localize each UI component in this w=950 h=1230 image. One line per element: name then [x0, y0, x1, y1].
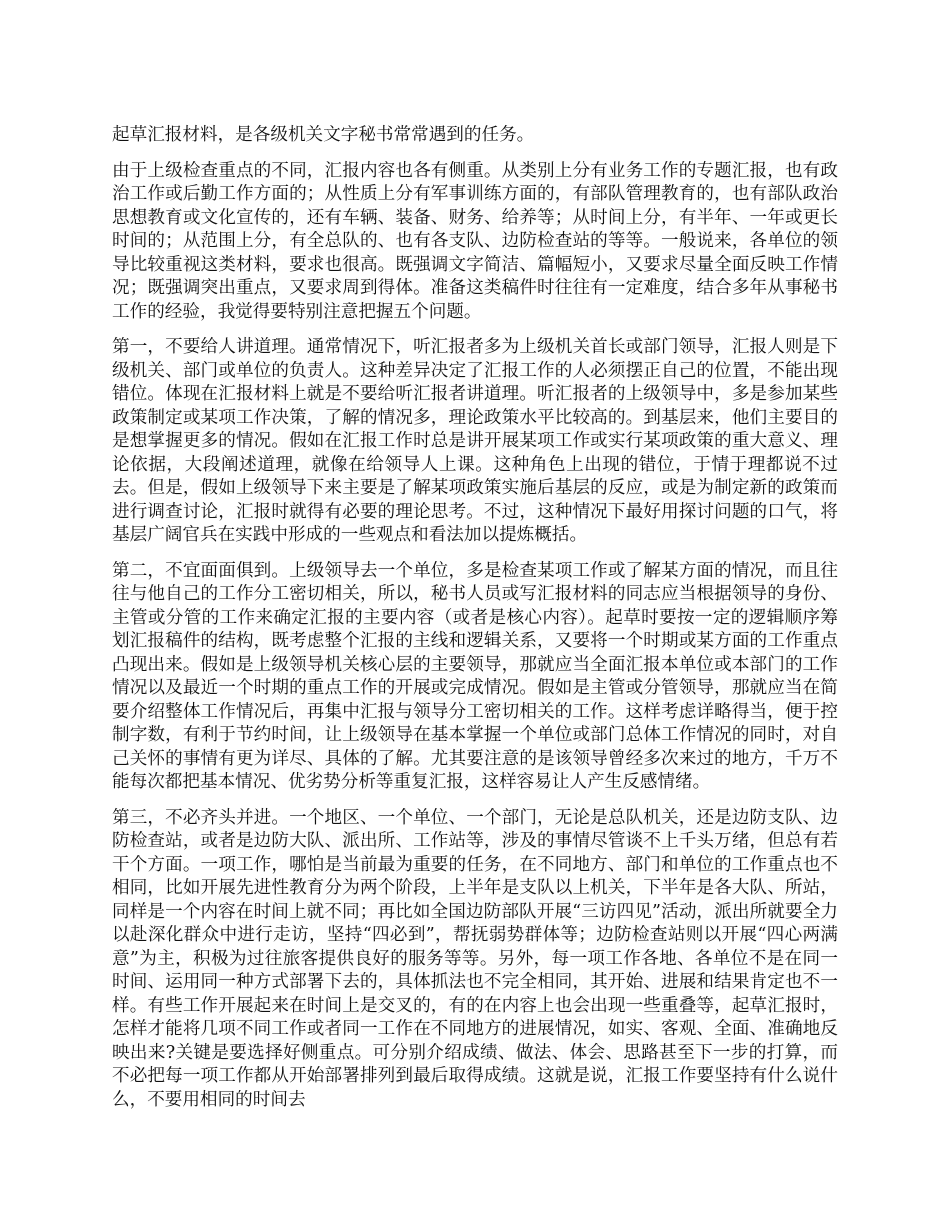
- paragraph-point-three: 第三，不必齐头并进。一个地区、一个单位、一个部门，无论是总队机关，还是边防支队、边防检查站，或者是边防大队、派出所、工作站等，涉及的事情尽管谈不上千头万绪，但总有若干个方面。一项工作，哪怕是当前最为重要的任务，在不同地方、部门和单位的工作重点也不相同，比如开展先进性教育分为两个阶段，上半年是支队以上机关，下半年是各大队、所站，同样是一个内容在时间上就不同；再比如全国边防部队开展“三访四见”活动，派出所就要全力以赴深化群众中进行走访，坚持“四必到”，帮抚弱势群体等；边防检查站则以开展“四心两满意”为主，积极为过往旅客提供良好的服务等等。另外，每一项工作各地、各单位不是在同一时间、运用同一种方式部署下去的，具体抓法也不完全相同，其开始、进展和结果肯定也不一样。有些工作开展起来在时间上是交叉的，有的在内容上也会出现一些重叠等，起草汇报时，怎样才能将几项不同工作或者同一工作在不同地方的进展情况，如实、客观、全面、准确地反映出来?关键是要选择好侧重点。可分别介绍成绩、做法、体会、思路甚至下一步的打算，而不必把每一项工作都从开始部署排列到最后取得成绩。这就是说，汇报工作要坚持有什么说什么，不要用相同的时间去: [112, 807, 838, 1110]
- paragraph-overview: 由于上级检查重点的不同，汇报内容也各有侧重。从类别上分有业务工作的专题汇报，也有政治工作或后勤工作方面的；从性质上分有军事训练方面的，有部队管理教育的，也有部队政治思想教育或文化宣传的，还有车辆、装备、财务、给养等；从时间上分，有半年、一年或更长时间的；从范围上分，有全总队的、也有各支队、边防检查站的等等。一般说来，各单位的领导比较重视这类材料，要求也很高。既强调文字简洁、篇幅短小，又要求尽量全面反映工作情况；既强调突出重点，又要求周到得体。准备这类稿件时往往有一定难度，结合多年从事秘书工作的经验，我觉得要特别注意把握五个问题。: [112, 160, 838, 322]
- document-body: [112, 124, 838, 1124]
- paragraph-point-one: 第一，不要给人讲道理。通常情况下，听汇报者多为上级机关首长或部门领导，汇报人则是下级机关、部门或单位的负责人。这种差异决定了汇报工作的人必须摆正自己的位置，不能出现错位。体现在汇报材料上就是不要给听汇报者讲道理。听汇报者的上级领导中，多是参加某些政策制定或某项工作决策，了解的情况多，理论政策水平比较高的。到基层来，他们主要目的是想掌握更多的情况。假如在汇报工作时总是讲开展某项工作或实行某项政策的重大意义、理论依据，大段阐述道理，就像在给领导人上课。这种角色上出现的错位，于情于理都说不过去。但是，假如上级领导下来主要是了解某项政策实施后基层的反应，或是为制定新的政策而进行调查讨论，汇报时就得有必要的理论思考。不过，这种情况下最好用探讨问题的口气，将基层广阔官兵在实践中形成的一些观点和看法加以提炼概括。: [112, 337, 838, 545]
- paragraph-intro: 起草汇报材料，是各级机关文字秘书常常遇到的任务。: [112, 125, 535, 145]
- paragraph-point-two: 第二，不宜面面俱到。上级领导去一个单位，多是检查某项工作或了解某方面的情况，而且往往与他自己的工作分工密切相关，所以，秘书人员或写汇报材料的同志应当根据领导的身份、主管或分管的工作来确定汇报的主要内容（或者是核心内容）。起草时要按一定的逻辑顺序筹划汇报稿件的结构，既考虑整个汇报的主线和逻辑关系，又要将一个时期或某方面的工作重点凸现出来。假如是上级领导机关核心层的主要领导，那就应当全面汇报本单位或本部门的工作情况以及最近一个时期的重点工作的开展或完成情况。假如是主管或分管领导，那就应当在简要介绍整体工作情况后，再集中汇报与领导分工密切相关的工作。这样考虑详略得当，便于控制字数，有利于节约时间，让上级领导在基本掌握一个单位或部门总体工作情况的同时，对自己关怀的事情有更为详尽、具体的了解。尤其要注意的是该领导曾经多次来过的地方，千万不能每次都把基本情况、优劣势分析等重复汇报，这样容易让人产生反感情绪。: [112, 560, 838, 792]
